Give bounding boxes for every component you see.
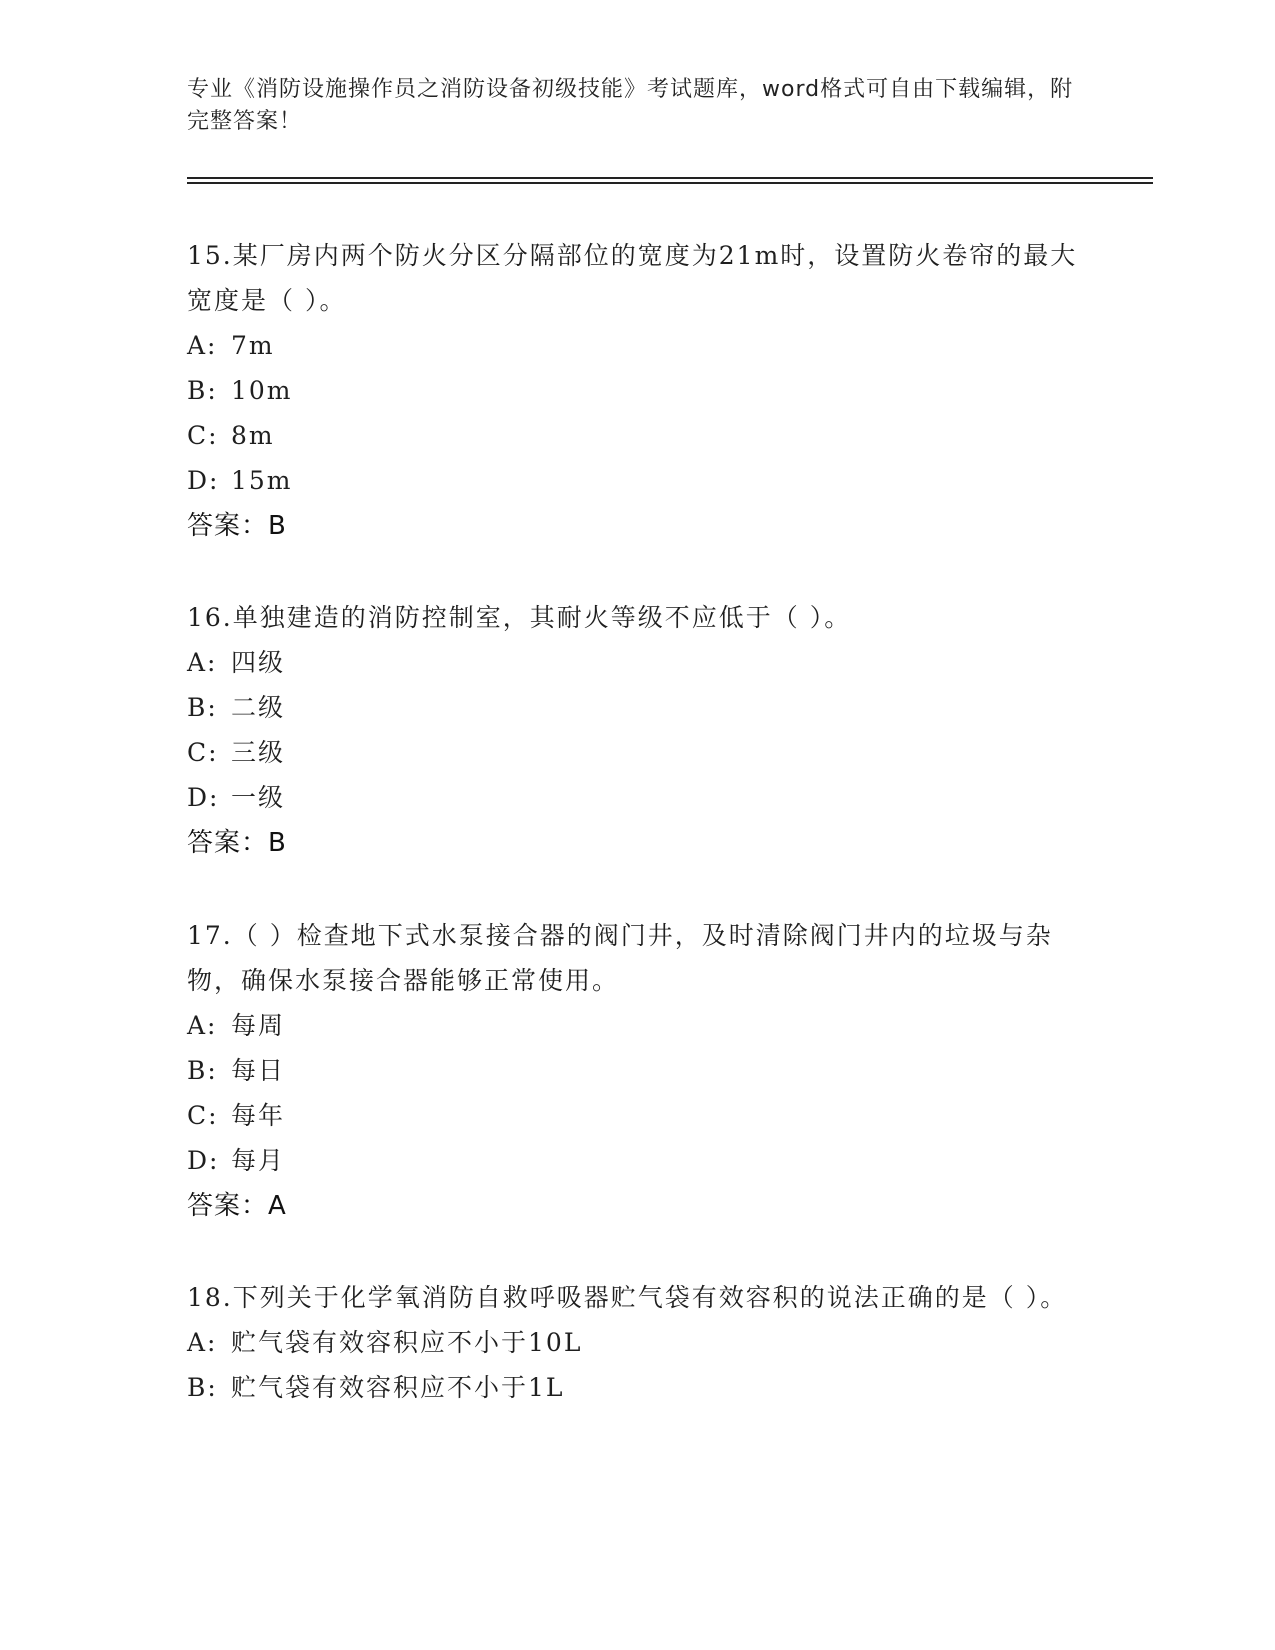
option-key: D:: [187, 466, 220, 495]
option-key: A:: [187, 331, 218, 360]
option-key: C:: [187, 738, 219, 767]
option-key: A:: [187, 1011, 218, 1040]
option-text: 10m: [231, 376, 293, 405]
option-c: [187, 1093, 1087, 1138]
question-16: [187, 595, 1087, 866]
option-d: [187, 775, 1087, 820]
option-c: [187, 730, 1087, 775]
option-text: 每月: [231, 1146, 286, 1175]
question-stem: 18.下列关于化学氧消防自救呼吸器贮气袋有效容积的说法正确的是（ ）。: [187, 1283, 1068, 1312]
option-a: [187, 1320, 1087, 1365]
question-18: [187, 1275, 1087, 1410]
header-divider-top: [187, 177, 1153, 179]
option-text: 贮气袋有效容积应不小于1L: [231, 1373, 565, 1402]
option-key: C:: [187, 421, 219, 450]
option-text: 15m: [231, 466, 293, 495]
option-key: B:: [187, 1373, 218, 1402]
option-key: B:: [187, 1056, 218, 1085]
option-text: 三级: [231, 738, 286, 767]
option-key: C:: [187, 1101, 219, 1130]
option-b: [187, 1365, 1087, 1410]
question-15: [187, 233, 1087, 549]
option-c: [187, 413, 1087, 458]
answer-line: 答案：B: [187, 511, 287, 541]
question-stem: 15.某厂房内两个防火分区分隔部位的宽度为21m时，设置防火卷帘的最大宽度是（ ）。: [187, 241, 1078, 315]
option-a: [187, 640, 1087, 685]
question-stem: 16.单独建造的消防控制室，其耐火等级不应低于（ ）。: [187, 603, 852, 632]
option-key: D:: [187, 783, 220, 812]
option-text: 二级: [231, 693, 286, 722]
option-d: [187, 1138, 1087, 1183]
option-text: 8m: [231, 421, 275, 450]
option-text: 四级: [231, 648, 286, 677]
option-key: D:: [187, 1146, 220, 1175]
option-b: [187, 368, 1087, 413]
option-key: B:: [187, 376, 218, 405]
document-header: 专业《消防设施操作员之消防设备初级技能》考试题库，word格式可自由下载编辑，附完整答案！: [187, 77, 1074, 134]
answer-line: 答案：B: [187, 828, 287, 858]
option-text: 每日: [231, 1056, 286, 1085]
option-text: 贮气袋有效容积应不小于10L: [231, 1328, 583, 1357]
option-key: A:: [187, 1328, 218, 1357]
option-d: [187, 458, 1087, 503]
option-a: [187, 323, 1087, 368]
option-text: 一级: [231, 783, 286, 812]
question-17: [187, 913, 1087, 1229]
option-key: A:: [187, 648, 218, 677]
option-b: [187, 1048, 1087, 1093]
header-divider-bottom: [187, 182, 1153, 184]
option-a: [187, 1003, 1087, 1048]
option-b: [187, 685, 1087, 730]
option-text: 每年: [231, 1101, 286, 1130]
option-key: B:: [187, 693, 218, 722]
question-stem: 17.（ ）检查地下式水泵接合器的阀门井，及时清除阀门井内的垃圾与杂物，确保水泵接合器能够正常使用。: [187, 921, 1053, 995]
answer-line: 答案：A: [187, 1191, 287, 1221]
option-text: 每周: [231, 1011, 286, 1040]
option-text: 7m: [231, 331, 275, 360]
